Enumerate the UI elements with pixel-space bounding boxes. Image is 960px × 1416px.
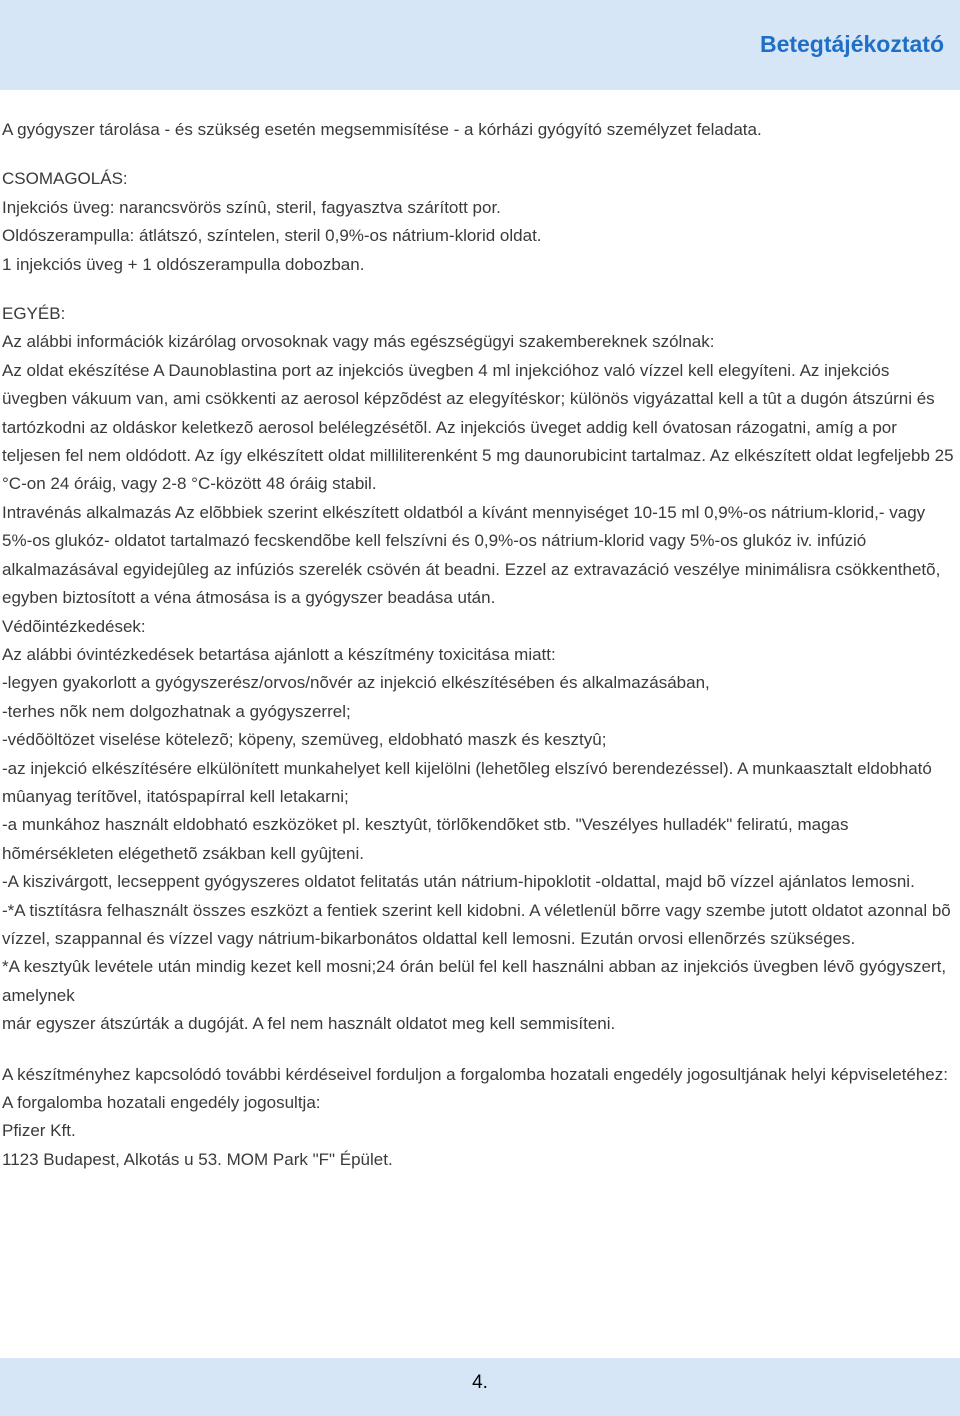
packaging-heading: CSOMAGOLÁS:: [2, 169, 128, 189]
company-address: 1123 Budapest, Alkotás u 53. MOM Park "F" Épület.: [2, 1149, 393, 1169]
precaution-item: -legyen gyakorlott a gyógyszerész/orvos/nõvér az injekció elkészítésében és alkalmazásában,: [2, 673, 710, 693]
precaution-item: -terhes nõk nem dolgozhatnak a gyógyszerrel;: [2, 701, 351, 721]
page-number: 4.: [472, 1372, 488, 1393]
precaution-item: -*A tisztításra felhasznált összes eszközt a fentiek szerint kell kidobni. A véletlenül bõrre vagy szembe jutott oldatot azonnal bõ vízzel, szappannal és vízzel vagy nátrium-bikarbonátos oldattal kell lemosni. Ezután orvosi ellenõrzés szükséges.: [2, 900, 951, 948]
precaution-item: már egyszer átszúrták a dugóját. A fel nem használt oldatot meg kell semmisíteni.: [2, 1014, 616, 1034]
precaution-item: -védõöltözet viselése kötelezõ; köpeny, szemüveg, eldobható maszk és kesztyû;: [2, 730, 607, 750]
packaging-line: Oldószerampulla: átlátszó, színtelen, steril 0,9%-os nátrium-klorid oldat.: [2, 226, 542, 246]
document-title: Betegtájékoztató: [759, 31, 944, 57]
precaution-item: -a munkához használt eldobható eszközöket pl. kesztyût, törlõkendõket stb. "Veszélyes hulladék" feliratú, magas hõmérsékleten elégethetõ zsákban kell gyûjteni.: [2, 815, 849, 863]
precautions-heading: Védõintézkedések:: [2, 616, 146, 636]
precaution-item: *A kesztyûk levétele után mindig kezet kell mosni;24 órán belül fel kell használni abban az injekciós üvegben lévõ gyógyszert, amelynek: [2, 957, 947, 1005]
footer-band: [0, 1358, 960, 1416]
contact-intro: A készítményhez kapcsolódó további kérdéseivel forduljon a forgalomba hozatali engedély jogosultjának helyi képviseletéhez:: [2, 1064, 948, 1084]
iv-administration-paragraph: Intravénás alkalmazás Az elõbbiek szerint elkészített oldatból a kívánt mennyiséget 10-15 ml 0,9%-os nátrium-klorid,- vagy 5%-os glukóz- oldatot tartalmazó fecskendõbe kell felszívni és 0,9%-os nátrium-klorid vagy 5%-os glukóz iv. infúzió alkalmazásával egyidejûleg az infúziós szerelék csövén át beadni. Ezzel az extravazáció veszélye minimálisra csökkenthetõ, egyben biztosított a véna átmosása is a gyógyszer beadása után.: [2, 502, 941, 608]
precaution-item: -az injekció elkészítésére elkülönített munkahelyet kell kijelölni (lehetõleg elszívó berendezéssel). A munkaasztalt eldobható mûanyag terítõvel, itatóspapírral kell letakarni;: [2, 758, 932, 806]
packaging-line: Injekciós üveg: narancsvörös színû, steril, fagyasztva szárított por.: [2, 197, 501, 217]
header-band: [0, 0, 960, 90]
company-name: Pfizer Kft.: [2, 1121, 76, 1141]
preparation-paragraph: Az oldat ekészítése A Daunoblastina port az injekciós üvegben 4 ml injekcióhoz való vízzel kell elegyíteni. Az injekciós üvegben vákuum van, ami csökkenti az aerosol képzõdést az elegyítéskor; különös vigyázattal kell a tût a dugón átszúrni és tartózkodni az oldáskor keletkezõ aerosol belélegzésétõl. Az injekciós üveget addig kell óvatosan rázogatni, amíg a por teljesen fel nem oldódott. Az így elkészített oldat milliliterenként 5 mg daunorubicint tartalmaz. Az elkészített oldat legfeljebb 25 °C-on 24 óráig, vagy 2-8 °C-között 48 óráig stabil.: [2, 360, 954, 494]
precautions-intro: Az alábbi óvintézkedések betartása ajánlott a készítmény toxicitása miatt:: [2, 644, 556, 664]
license-holder-label: A forgalomba hozatali engedély jogosultja:: [2, 1093, 321, 1112]
packaging-line: 1 injekciós üveg + 1 oldószerampulla dobozban.: [2, 254, 365, 274]
other-heading: EGYÉB:: [2, 304, 66, 324]
professional-info-intro: Az alábbi információk kizárólag orvosoknak vagy más egészségügyi szakembereknek szólnak:: [2, 332, 715, 352]
storage-note: A gyógyszer tárolása - és szükség esetén megsemmisítése - a kórházi gyógyító személyzet feladata.: [2, 120, 762, 139]
document-body: [2, 116, 954, 1174]
precaution-item: -A kiszivárgott, lecseppent gyógyszeres oldatot felitatás után nátrium-hipoklotit -oldattal, majd bõ vízzel ajánlatos lemosni.: [2, 872, 915, 892]
